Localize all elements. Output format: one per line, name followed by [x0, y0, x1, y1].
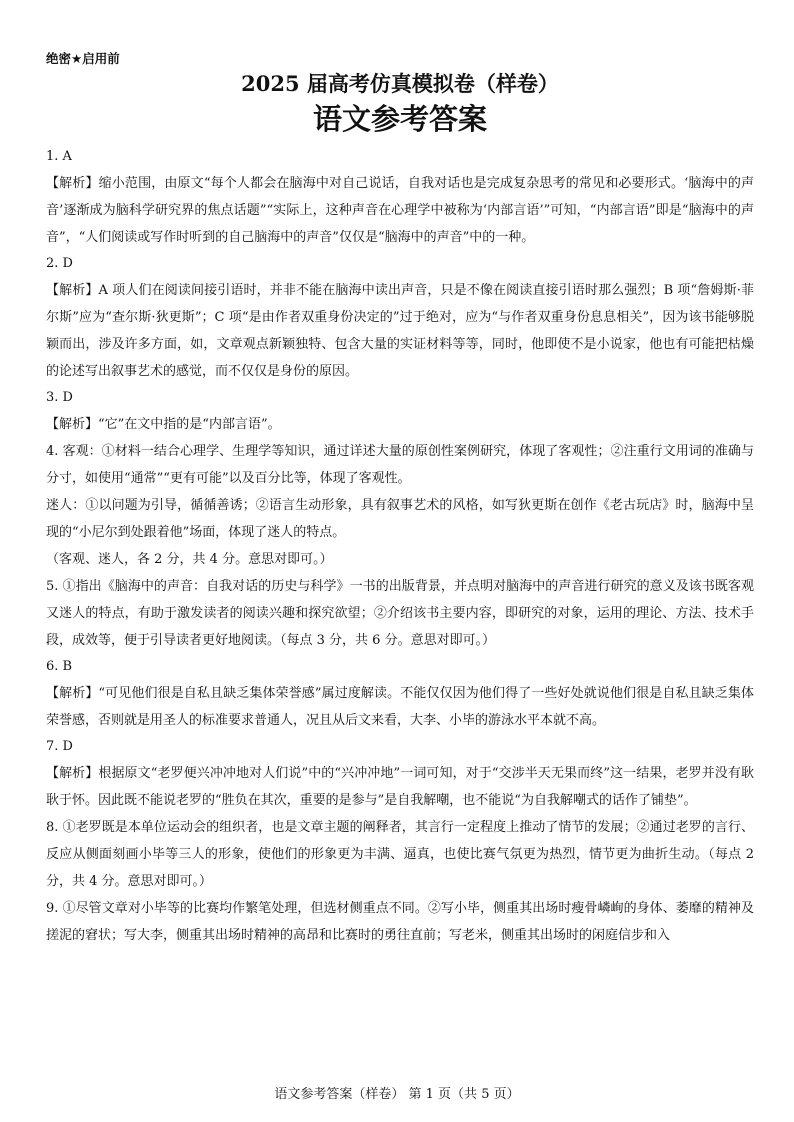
answer-8: 8. ①老罗既是本单位运动会的组织者，也是文章主题的阐释者，其言行一定程度上推动了情节的发展；②通过老罗的言行、反应从侧面刻画小毕等三人的形象，使他们的形象更为丰满、逼真，也使比赛气氛更为热烈，情节更为曲折生动。（每点 2 分，共 4 分。意思对即可。） [46, 820, 754, 889]
answer-2-choice: 2. D [46, 256, 73, 271]
document-title: 语文参考答案 [312, 102, 487, 136]
answer-4-objective: 4. 客观：①材料一结合心理学、生理学等知识，通过详述大量的原创性案例研究，体现了客观性；②注重行文用词的准确与分寸，如使用“通常”“更有可能”以及百分比等，体现了客观性。 [46, 444, 754, 486]
answer-2-analysis: 【解析】A 项人们在阅读间接引语时，并非不能在脑海中读出声音，只是不像在阅读直接引语时那么强烈；B 项“詹姆斯·菲尔斯”应为“查尔斯·狄更斯”；C 项“是由作者双重身份决定的”过于绝对，应为“与作者双重身份息息相关”，因为该书能够脱颖而出，涉及许多方面，如，文章观点新颖独特、包含大量的实证材料等等，同时，他即使不是小说家，他也有可能把枯燥的论述写出叙事艺术的感觉，而不仅仅是身份的原因。 [46, 283, 754, 379]
answer-4-scoring: （客观、迷人，各 2 分，共 4 分。意思对即可。） [46, 552, 333, 567]
secret-mark: 绝密★启用前 [46, 51, 120, 66]
page-footer: 语文参考答案（样卷） 第 1 页（共 5 页） [274, 1087, 520, 1102]
answer-1-analysis: 【解析】缩小范围，由原文“每个人都会在脑海中对自己说话，自我对话也是完成复杂思考的常见和必要形式。‘脑海中的声音’逐渐成为脑科学研究界的焦点话题”“实际上，这种声音在心理学中被称为‘内部言语’”可知，“内部言语”即是“脑海中的声音”，“人们阅读或写作时听到的自己脑海中的声音”仅仅是“脑海中的声音”中的一种。 [46, 176, 754, 245]
answer-9: 9. ①尽管文章对小毕等的比赛均作繁笔处理，但选材侧重点不同。②写小毕，侧重其出场时瘦骨嶙峋的身体、萎靡的精神及搓泥的窘状；写大李，侧重其出场时精神的高昂和比赛时的勇往直前；写老米，侧重其出场时的闲庭信步和入 [46, 901, 754, 943]
answer-6-choice: 6. B [46, 659, 73, 674]
answer-3-choice: 3. D [46, 390, 73, 405]
answer-3-analysis: 【解析】“它”在文中指的是“内部言语”。 [46, 417, 281, 432]
answer-7-choice: 7. D [46, 739, 73, 754]
answer-1-choice: 1. A [46, 149, 72, 164]
answer-5: 5. ①指出《脑海中的声音：自我对话的历史与科学》一书的出版背景，并点明对脑海中的声音进行研究的意义及该书既客观又迷人的特点，有助于激发读者的阅读兴趣和探究欲望；②介绍该书主要内容，即研究的对象，运用的理论、方法、技术手段，成效等，便于引导读者更好地阅读。（每点 3 分，共 6 分。意思对即可。） [46, 579, 754, 648]
exam-title: 2025 届高考仿真模拟卷（样卷） [241, 71, 559, 96]
answer-7-analysis: 【解析】根据原文“老罗便兴冲冲地对人们说”中的“兴冲冲地”一词可知，对于“交涉半天无果而终”这一结果，老罗并没有耿耿于怀。因此既不能说老罗的“胜负在其次，重要的是参与”是自我解嘲，也不能说“为自我解嘲式的话作了铺垫”。 [46, 766, 754, 808]
answer-4-charming: 迷人：①以问题为引导，循循善诱；②语言生动形象，具有叙事艺术的风格，如写狄更斯在创作《老古玩店》时，脑海中呈现的“小尼尔到处跟着他”场面，体现了迷人的特点。 [46, 498, 754, 540]
answer-6-analysis: 【解析】“可见他们很是自私且缺乏集体荣誉感”属过度解读。不能仅仅因为他们得了一些好处就说他们很是自私且缺乏集体荣誉感，否则就是用圣人的标准要求普通人，况且从后文来看，大李、小毕的游泳水平本就不高。 [46, 686, 754, 728]
answer-content [46, 144, 754, 949]
